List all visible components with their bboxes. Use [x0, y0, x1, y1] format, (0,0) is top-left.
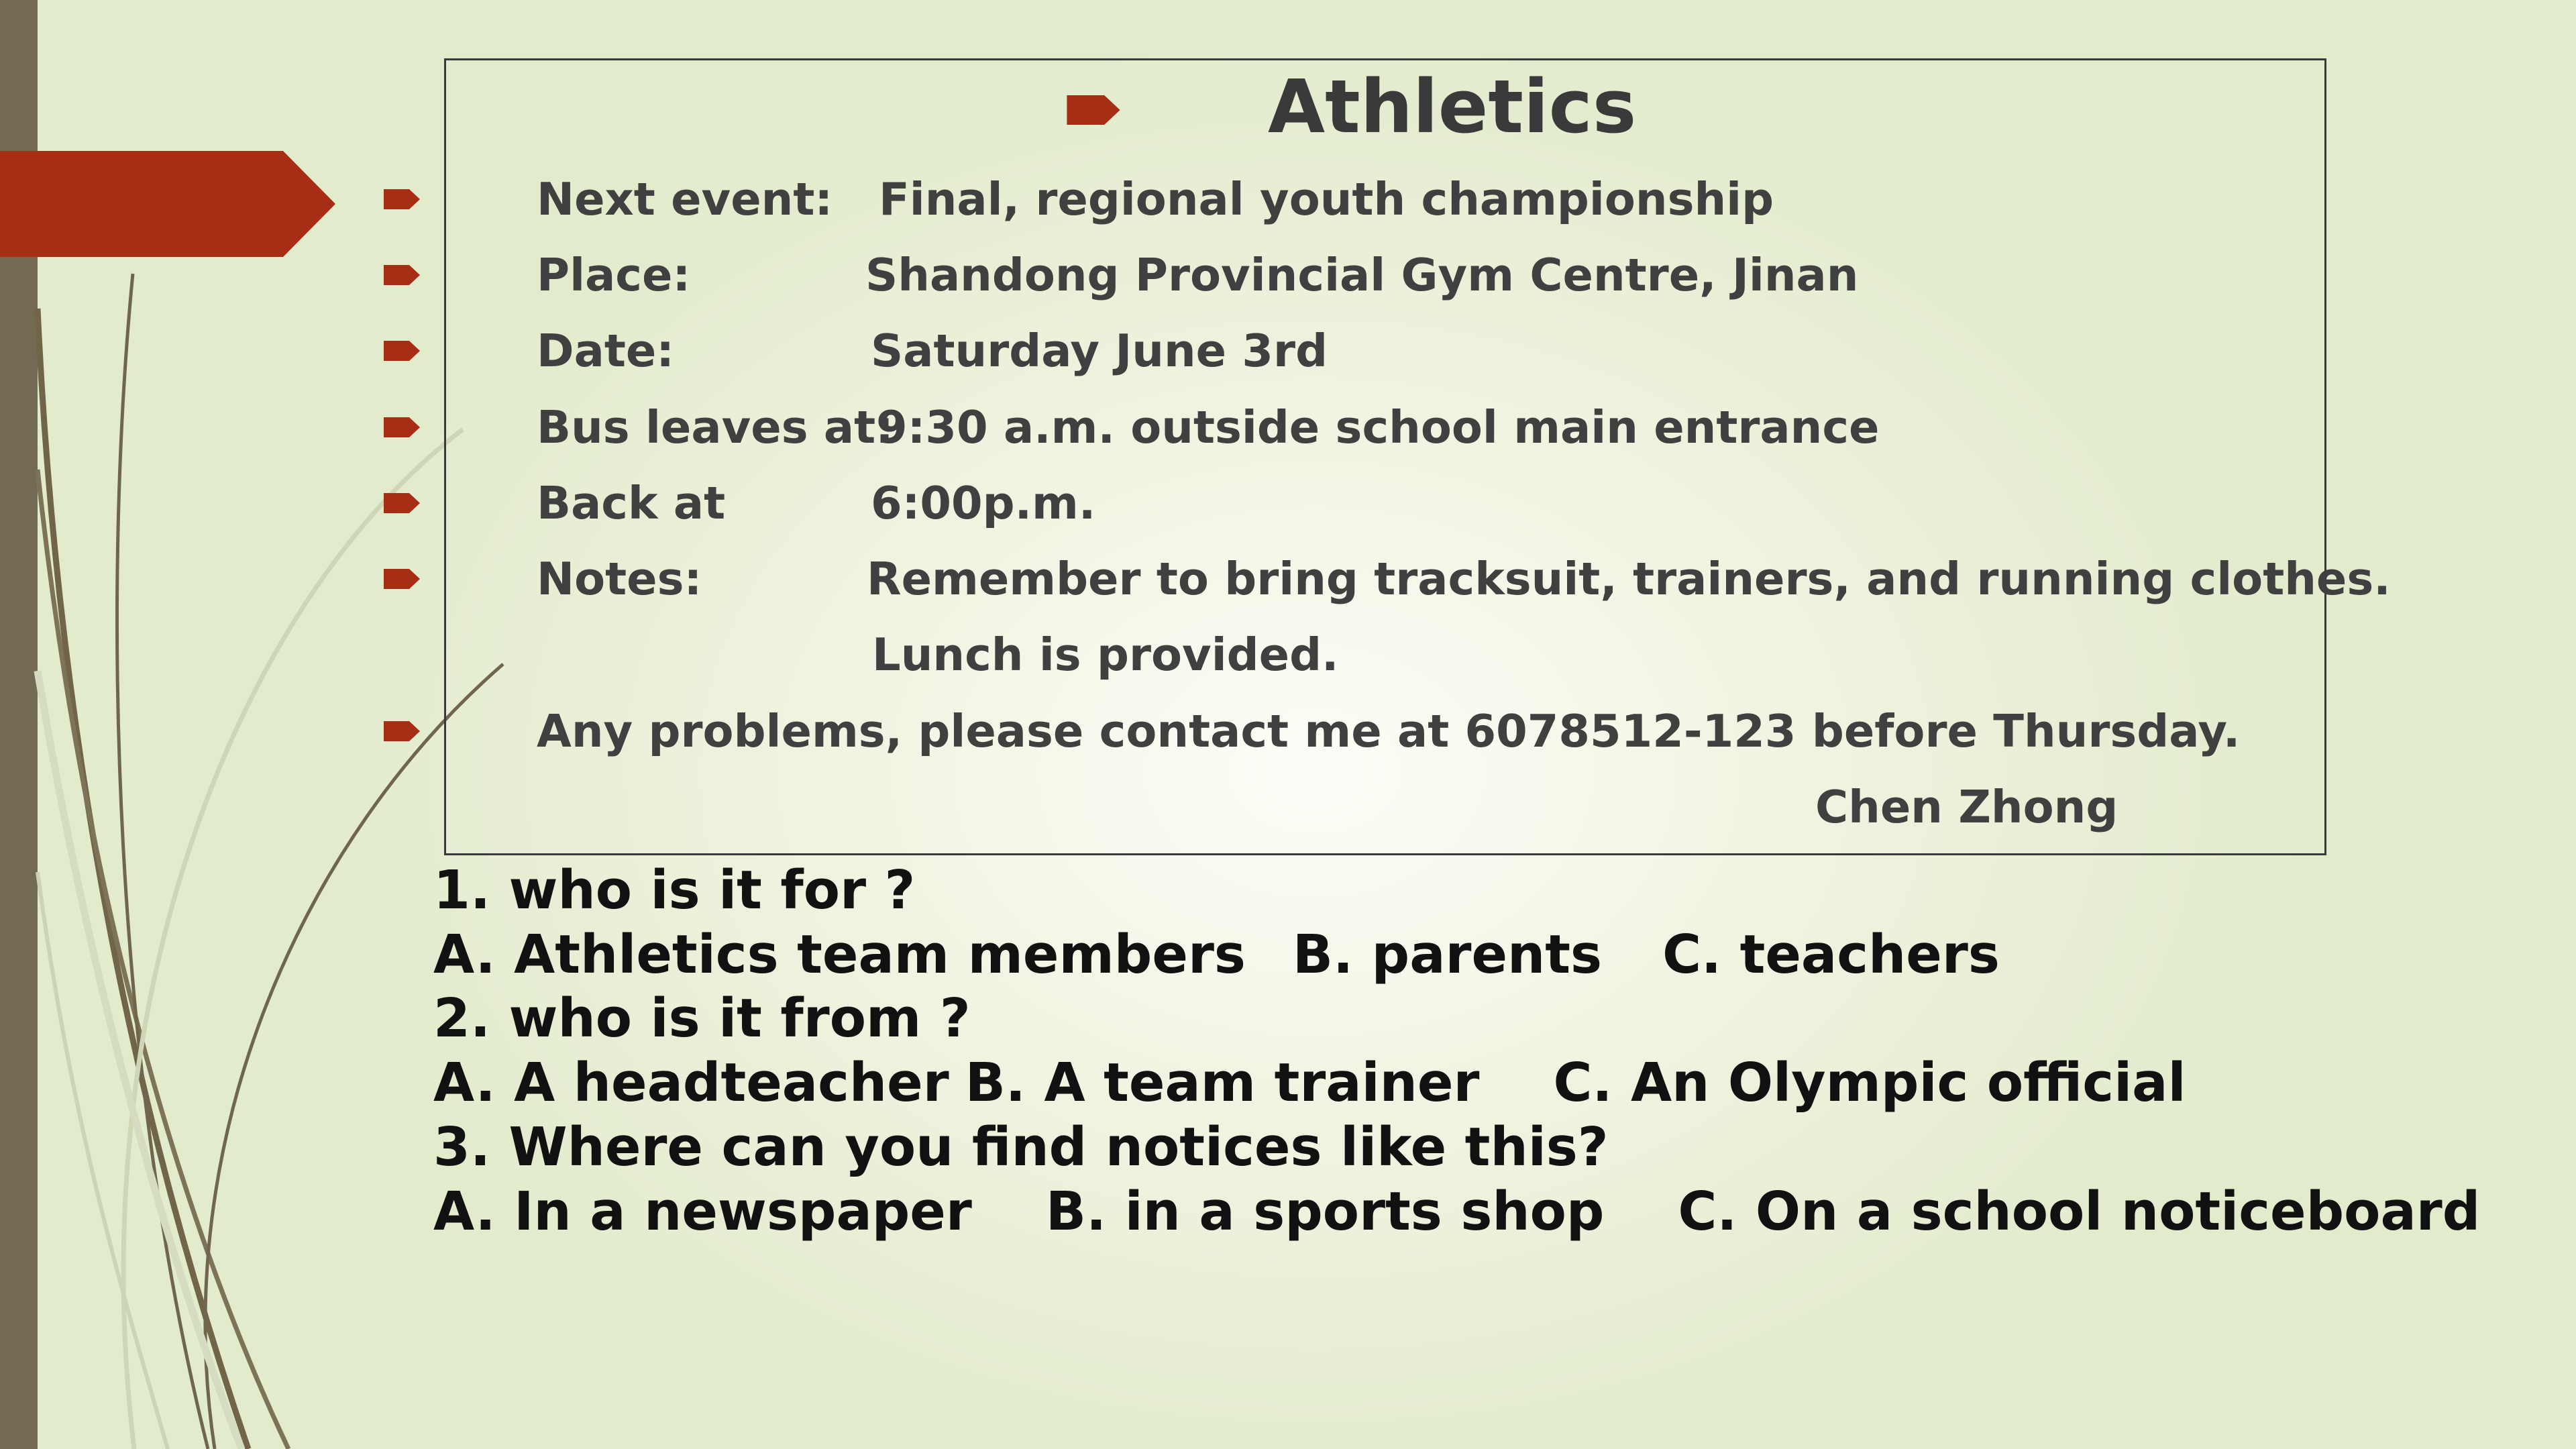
question-3: 3. Where can you find notices like this?: [433, 1116, 1609, 1178]
option-c: C. An Olympic official: [1553, 1052, 2186, 1114]
notes-continued: Lunch is provided.: [872, 629, 1339, 681]
place-value: Shandong Provincial Gym Centre, Jinan: [865, 249, 1859, 301]
question-1: 1. who is it for ?: [433, 859, 916, 921]
option-b: B. in a sports shop: [1045, 1181, 1605, 1242]
signature: Chen Zhong: [1815, 781, 2118, 833]
bullet-arrow-icon: [384, 493, 420, 513]
bus-label: Bus leaves at:: [537, 401, 894, 453]
bullet-arrow-icon: [384, 265, 420, 285]
option-b: B. parents: [1292, 924, 1603, 985]
date-label: Date:: [537, 325, 675, 377]
next-event-value: Final, regional youth championship: [879, 173, 1774, 225]
notes-value: Remember to bring tracksuit, trainers, and running clothes.: [867, 553, 2391, 605]
option-b: B. A team trainer: [965, 1052, 1480, 1114]
place-label: Place:: [537, 249, 691, 301]
bullet-arrow-icon: [384, 721, 420, 741]
question-3-options: [433, 1179, 2480, 1244]
bus-value: 9:30 a.m. outside school main entrance: [876, 401, 1880, 453]
option-a: A. In a newspaper: [433, 1181, 972, 1242]
option-c: C. teachers: [1662, 924, 2000, 985]
date-value: Saturday June 3rd: [871, 325, 1328, 377]
contact-line: Any problems, please contact me at 6078512-123 before Thursday.: [537, 705, 2241, 757]
option-c: C. On a school noticeboard: [1678, 1181, 2481, 1242]
back-label: Back at: [537, 477, 726, 529]
notice-title: Athletics: [1268, 64, 1637, 150]
next-event-label: Next event:: [537, 173, 833, 225]
question-2-options: [433, 1051, 2186, 1115]
back-value: 6:00p.m.: [871, 477, 1096, 529]
red-arrow-tab: [0, 151, 335, 257]
question-1-options: [433, 922, 2000, 987]
bullet-arrow-icon: [384, 569, 420, 589]
title-arrow-icon: [1065, 95, 1122, 125]
bullet-arrow-icon: [384, 189, 420, 209]
notes-label: Notes:: [537, 553, 702, 605]
bullet-arrow-icon: [384, 417, 420, 437]
option-a: A. A headteacher: [433, 1052, 949, 1114]
option-a: A. Athletics team members: [433, 924, 1246, 985]
bullet-arrow-icon: [384, 341, 420, 361]
question-2: 2. who is it from ?: [433, 987, 971, 1049]
